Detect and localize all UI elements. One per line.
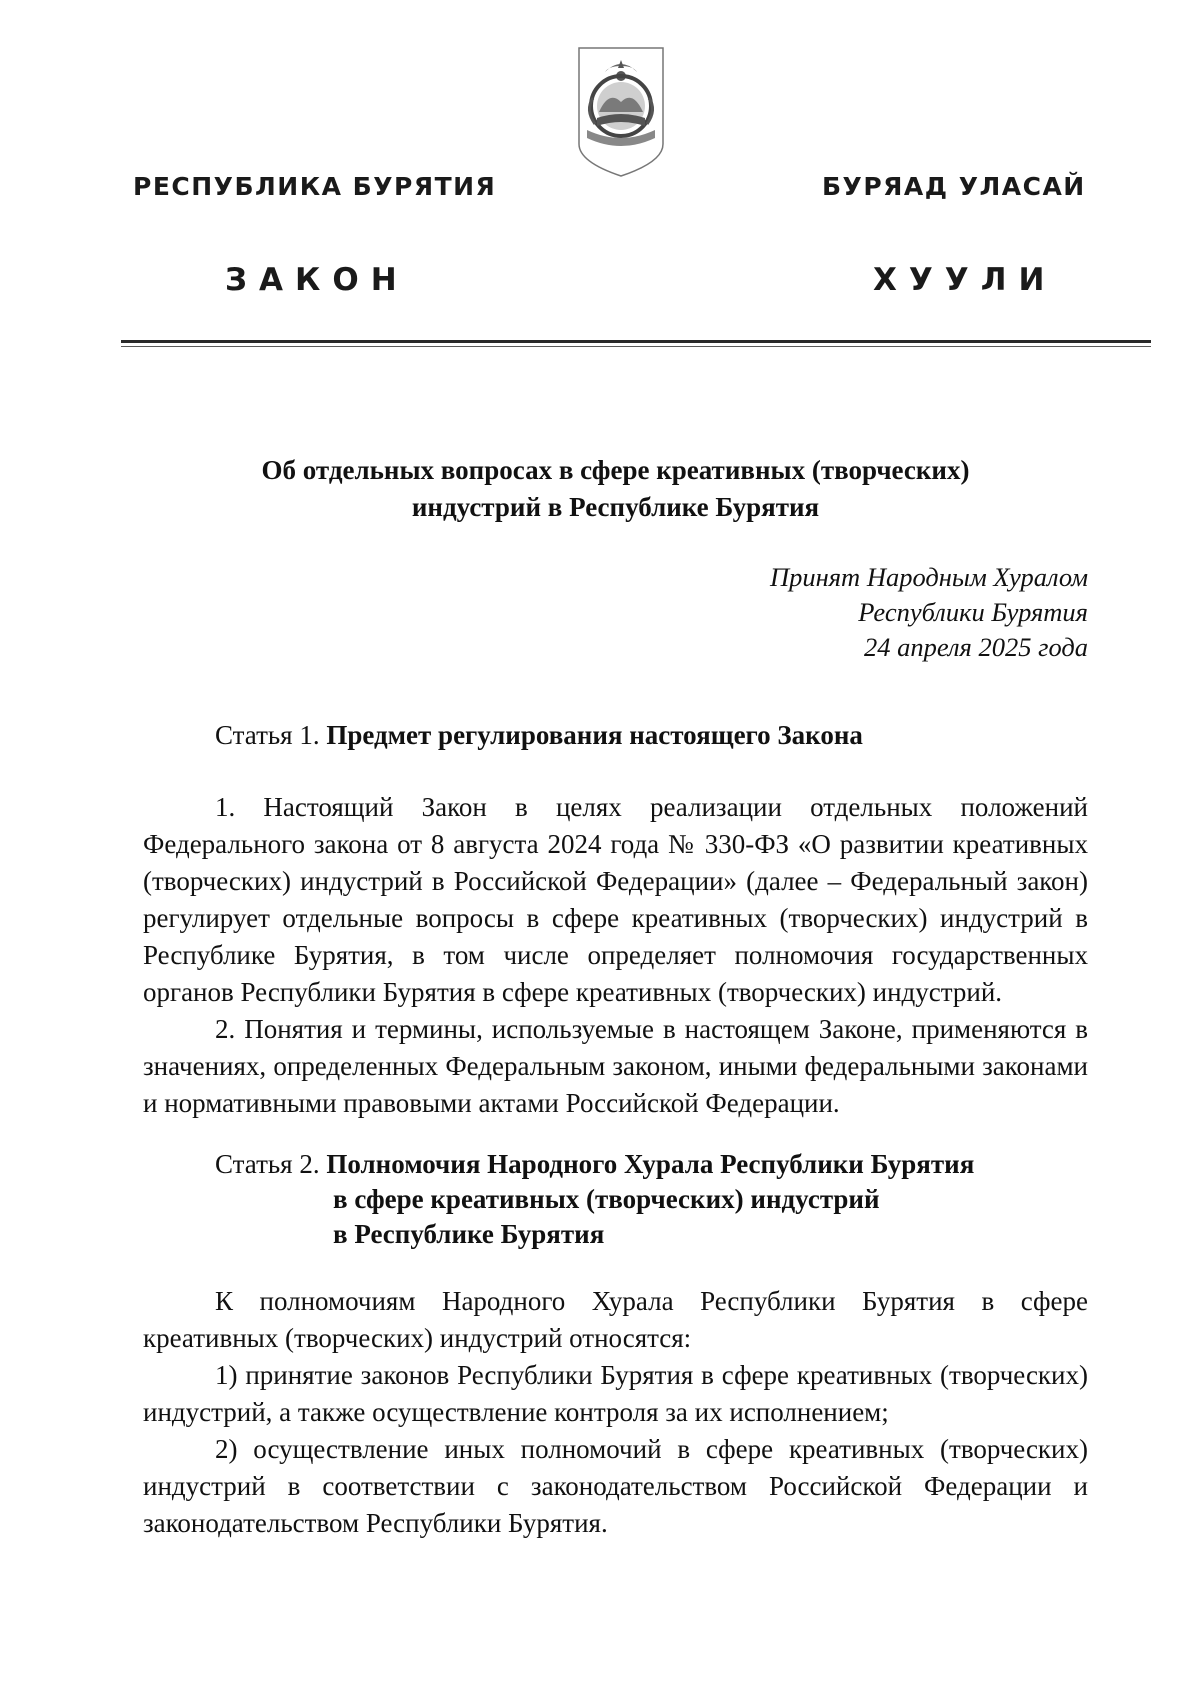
adoption-note (588, 560, 1088, 665)
coat-of-arms-emblem-icon (575, 46, 667, 180)
adoption-note-line: Принят Народным Хуралом (769, 562, 1088, 592)
article-2-name: в Республике Бурятия (333, 1219, 605, 1249)
document-title-line: индустрий в Республике Бурятия (411, 492, 820, 522)
header-right-doc-type: ХУУЛИ (873, 262, 1057, 298)
article-2-intro: К полномочиям Народного Хурала Республики Бурятия в сфере креативных (творческих) индустрий относятся: (143, 1286, 1088, 1353)
article-1-heading (215, 718, 863, 753)
adoption-date: 24 апреля 2025 года (864, 632, 1088, 662)
article-2-prefix: Статья 2. (215, 1149, 320, 1179)
article-2-name: в сфере креативных (творческих) индустрий (333, 1184, 880, 1214)
document-title (143, 452, 1088, 526)
article-2-body (143, 1283, 1088, 1542)
header-left-doc-type: ЗАКОН (225, 262, 409, 298)
article-1-paragraph-2: 2. Понятия и термины, используемые в настоящем Законе, применяются в значениях, определенных Федеральным законом, иными федеральными законами и нормативными правовыми актами Российской Федерации. (143, 1014, 1088, 1118)
article-1-prefix: Статья 1. (215, 720, 320, 750)
header-left-name: РЕСПУБЛИКА БУРЯТИЯ (133, 172, 497, 201)
header-divider (121, 340, 1151, 347)
article-2-item-2: 2) осуществление иных полномочий в сфере креативных (творческих) индустрий в соответствии с законодательством Российской Федерации и законодательством Республики Бурятия. (143, 1434, 1088, 1538)
article-2-heading (215, 1147, 974, 1252)
article-1-name: Предмет регулирования настоящего Закона (326, 720, 863, 750)
article-2-item-1: 1) принятие законов Республики Бурятия в сфере креативных (творческих) индустрий, а также осуществление контроля за их исполнением; (143, 1360, 1088, 1427)
article-1-paragraph-1: 1. Настоящий Закон в целях реализации отдельных положений Федерального закона от 8 августа 2024 года № 330-ФЗ «О развитии креативных (творческих) индустрий в Российской Федерации» (далее – Федеральный закон) регулирует отдельные вопросы в сфере креативных (творческих) индустрий в Республике Бурятия, в том числе определяет полномочия государственных органов Республики Бурятия в сфере креативных (творческих) индустрий. (143, 792, 1088, 1007)
adoption-note-line: Республики Бурятия (858, 597, 1088, 627)
header-right-name: БУРЯАД УЛАСАЙ (822, 172, 1086, 201)
article-1-body (143, 789, 1088, 1122)
article-2-name: Полномочия Народного Хурала Республики Бурятия (326, 1149, 975, 1179)
document-title-line: Об отдельных вопросах в сфере креативных (творческих) (261, 455, 970, 485)
